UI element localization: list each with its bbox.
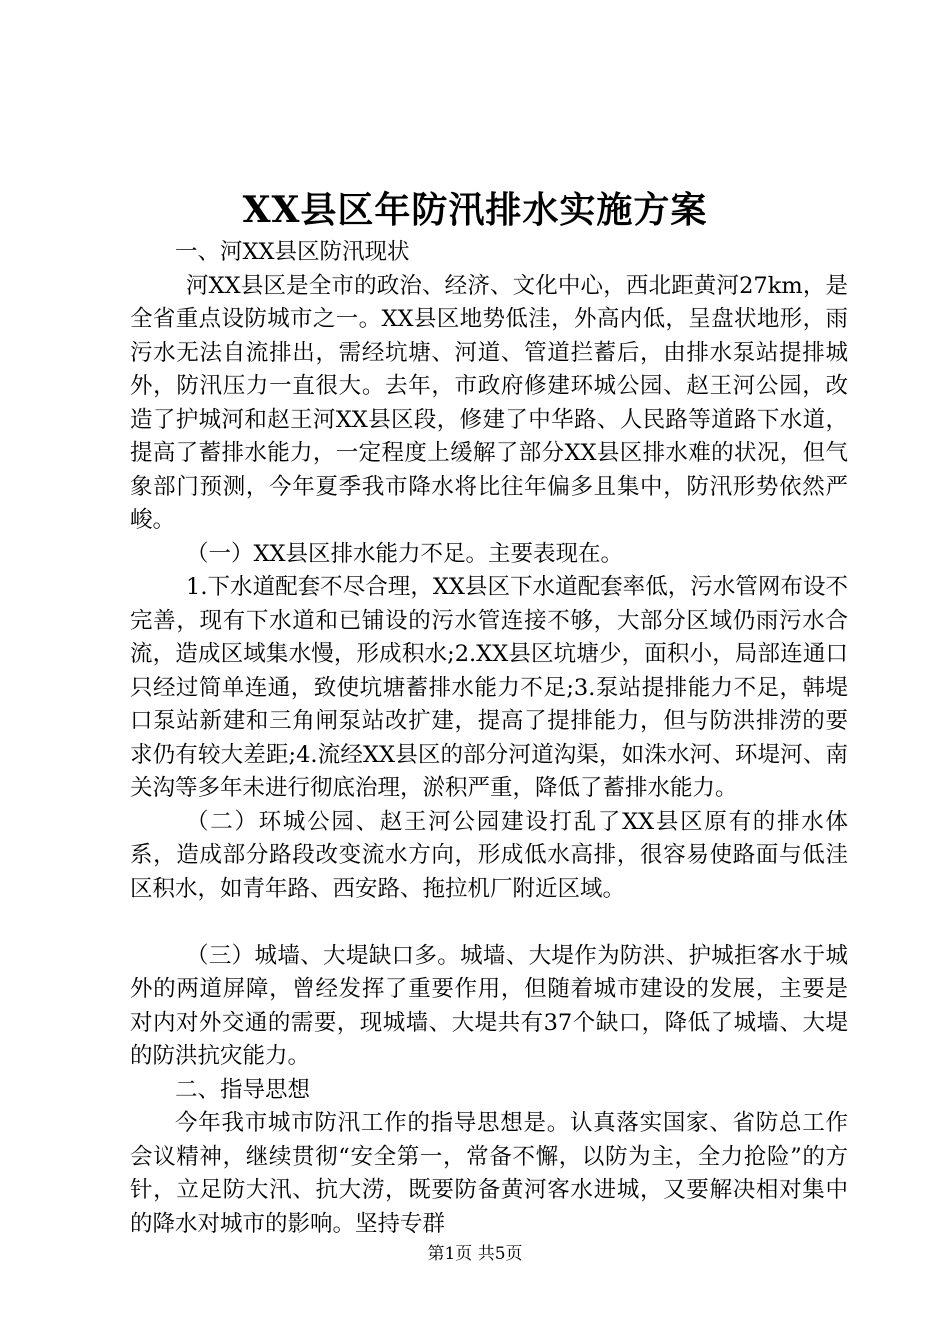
- section-heading-2: 二、指导思想: [175, 1076, 311, 1103]
- paragraph-drainage-details: 1.下水道配套不尽合理，XX县区下水道配套率低，污水管网布设不完善，现有下水道和已铺设的污水管连接不够，大部分区域仍雨污水合流，造成区域集水慢，形成积水;2.XX县区坑塘少，面积小，局部连通口只经过简单连通，致使坑塘蓄排水能力不足;3.泵站提排能力不足，韩堤口泵站新建和三角闸泵站改扩建，提高了提排能力，但与防洪排涝的要求仍有较大差距;4.流经XX县区的部分河道沟渠，如洙水河、环堤河、南关沟等多年未进行彻底治理，淤积严重，降低了蓄排水能力。: [130, 574, 848, 801]
- document-title: XX县区年防汛排水实施方案: [242, 189, 708, 231]
- page-number: 第1页 共5页: [427, 1244, 523, 1264]
- subheading-3-paragraph: （三）城墙、大堤缺口多。城墙、大堤作为防洪、护城拒客水于城外的两道屏障，曾经发挥了重要作用，但随着城市建设的发展，主要是对内对外交通的需要，现城墙、大堤共有37个缺口，降低了城墙、大堤的防洪抗灾能力。: [130, 942, 848, 1069]
- subheading-2-paragraph: （二）环城公园、赵王河公园建设打乱了XX县区原有的排水体系，造成部分路段改变流水方向，形成低水高排，很容易使路面与低洼区积水，如青年路、西安路、拖拉机厂附近区域。: [130, 808, 848, 902]
- subheading-1: （一）XX县区排水能力不足。主要表现在。: [186, 540, 624, 567]
- document-body: [130, 236, 848, 1241]
- paragraph-status: 河XX县区是全市的政治、经济、文化中心，西北距黄河27km，是全省重点设防城市之一。XX县区地势低洼，外高内低，呈盘状地形，雨污水无法自流排出，需经坑塘、河道、管道拦蓄后，由排水泵站提排城外，防汛压力一直很大。去年，市政府修建环城公园、赵王河公园，改造了护城河和赵王河XX县区段，修建了中华路、人民路等道路下水道，提高了蓄排水能力，一定程度上缓解了部分XX县区排水难的状况，但气象部门预测，今年夏季我市降水将比往年偏多且集中，防汛形势依然严峻。: [130, 272, 848, 533]
- blank-line: [130, 906, 848, 940]
- page-footer: [0, 1242, 950, 1266]
- paragraph-guiding-thought: 今年我市城市防汛工作的指导思想是。认真落实国家、省防总工作会议精神，继续贯彻“安全第一，常备不懈，以防为主，全力抢险”的方针，立足防大汛、抗大涝，既要防备黄河客水进城，又要解决相对集中的降水对城市的影响。坚持专群: [130, 1110, 848, 1237]
- section-heading-1: 一、河XX县区防汛现状: [175, 239, 410, 265]
